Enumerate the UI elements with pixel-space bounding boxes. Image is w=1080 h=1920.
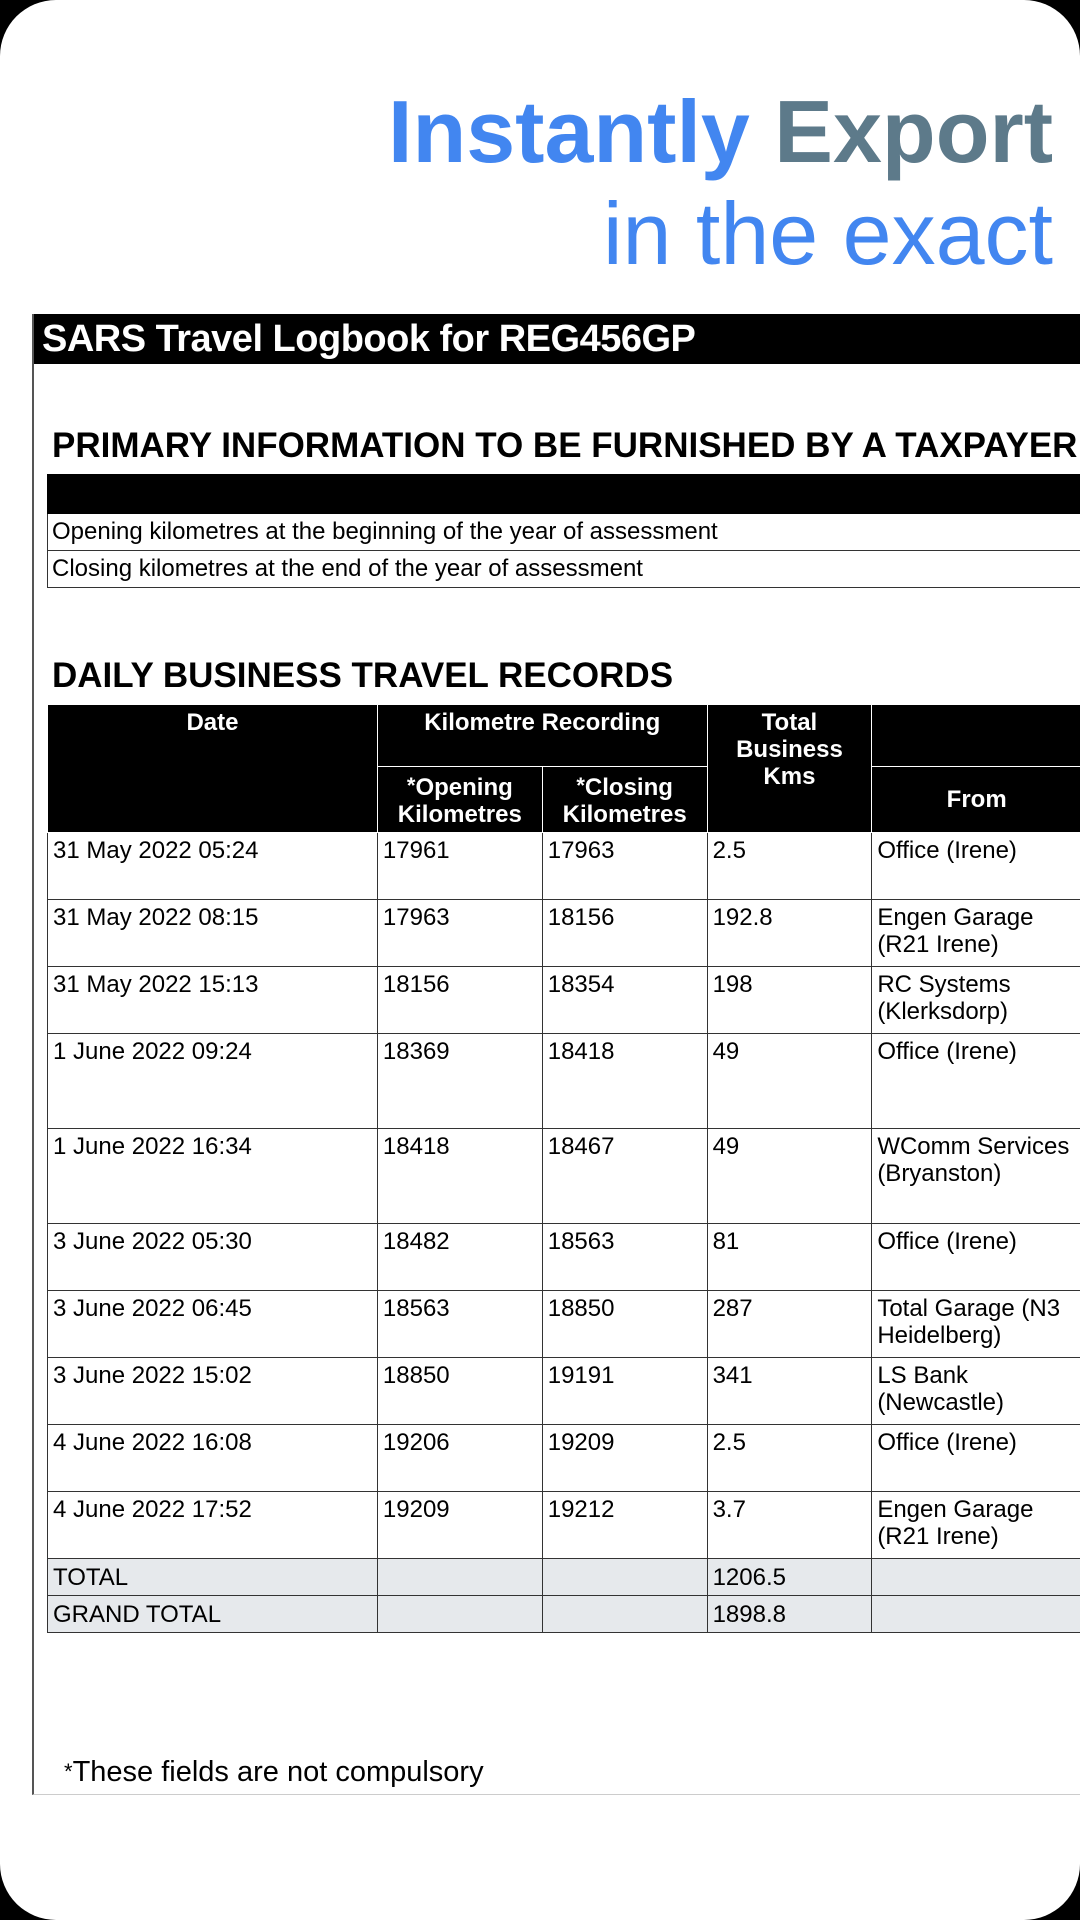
col-header-from: From: [872, 767, 1080, 833]
cell-kms: 3.7: [707, 1492, 872, 1559]
grand-total-label: GRAND TOTAL: [48, 1596, 378, 1633]
primary-row-closing: [48, 551, 1080, 588]
total-empty: [872, 1596, 1080, 1633]
cell-closing: 19191: [542, 1358, 707, 1425]
cell-opening: 18156: [377, 967, 542, 1034]
cell-from: Office (Irene): [872, 1034, 1080, 1129]
headline: [388, 80, 1053, 284]
cell-kms: 2.5: [707, 1425, 872, 1492]
total-empty: [542, 1596, 707, 1633]
total-kms: 1206.5: [707, 1559, 872, 1596]
cell-from: Total Garage (N3 Heidelberg): [872, 1291, 1080, 1358]
cell-date: 3 June 2022 05:30: [48, 1224, 378, 1291]
cell-date: 4 June 2022 17:52: [48, 1492, 378, 1559]
total-empty: [377, 1559, 542, 1596]
primary-header-cell: [48, 475, 1080, 514]
cell-date: 31 May 2022 08:15: [48, 900, 378, 967]
cell-kms: 2.5: [707, 833, 872, 900]
cell-date: 31 May 2022 05:24: [48, 833, 378, 900]
cell-date: 3 June 2022 15:02: [48, 1358, 378, 1425]
table-row: [48, 1034, 1080, 1129]
header-row-1: [48, 705, 1080, 767]
total-label: TOTAL: [48, 1559, 378, 1596]
daily-records-table: [47, 704, 1080, 1633]
daily-records-heading: DAILY BUSINESS TRAVEL RECORDS: [52, 656, 674, 695]
cell-date: 31 May 2022 15:13: [48, 967, 378, 1034]
table-row: [48, 1129, 1080, 1224]
table-row: [48, 1358, 1080, 1425]
cell-date: 4 June 2022 16:08: [48, 1425, 378, 1492]
cell-closing: 19212: [542, 1492, 707, 1559]
cell-opening: 18418: [377, 1129, 542, 1224]
cell-kms: 49: [707, 1034, 872, 1129]
cell-opening: 18482: [377, 1224, 542, 1291]
cell-from: LS Bank (Newcastle): [872, 1358, 1080, 1425]
table-row: [48, 833, 1080, 900]
cell-from: WComm Services (Bryanston): [872, 1129, 1080, 1224]
headline-instantly: Instantly: [388, 82, 750, 181]
table-row: [48, 967, 1080, 1034]
cell-closing: 18850: [542, 1291, 707, 1358]
cell-closing: 18563: [542, 1224, 707, 1291]
cell-opening: 18850: [377, 1358, 542, 1425]
headline-export: Export: [774, 82, 1053, 181]
headline-line-1: [388, 80, 1053, 184]
total-empty: [542, 1559, 707, 1596]
cell-closing: 18354: [542, 967, 707, 1034]
optional-star: *: [576, 772, 585, 798]
cell-opening: 19206: [377, 1425, 542, 1492]
grand-total-row: [48, 1596, 1080, 1633]
cell-from: RC Systems (Klerksdorp): [872, 967, 1080, 1034]
col-header-closing: [542, 767, 707, 833]
cell-date: 3 June 2022 06:45: [48, 1291, 378, 1358]
cell-kms: 49: [707, 1129, 872, 1224]
cell-from: Engen Garage (R21 Irene): [872, 1492, 1080, 1559]
cell-opening: 17961: [377, 833, 542, 900]
cell-closing: 17963: [542, 833, 707, 900]
primary-table-header: [48, 475, 1080, 514]
col-header-blank: [872, 705, 1080, 767]
cell-closing: 18156: [542, 900, 707, 967]
table-row: [48, 1492, 1080, 1559]
cell-from: Office (Irene): [872, 833, 1080, 900]
cell-kms: 192.8: [707, 900, 872, 967]
cell-opening: 18369: [377, 1034, 542, 1129]
cell-date: 1 June 2022 09:24: [48, 1034, 378, 1129]
cell-closing: 18418: [542, 1034, 707, 1129]
document-title: SARS Travel Logbook for REG456GP: [34, 314, 1080, 364]
table-row: [48, 1425, 1080, 1492]
primary-info-heading: PRIMARY INFORMATION TO BE FURNISHED BY A TAXPAYER: [52, 426, 1078, 465]
cell-closing: 19209: [542, 1425, 707, 1492]
col-header-km-recording: Kilometre Recording: [377, 705, 707, 767]
footnote-text: These fields are not compulsory: [72, 1756, 484, 1788]
table-row: [48, 900, 1080, 967]
headline-line-2: in the exact: [602, 184, 1053, 283]
logbook-document: [32, 314, 1080, 1795]
closing-label: Closing Kilometres: [562, 773, 687, 828]
primary-row-label: Closing kilometres at the end of the year of assessment: [48, 551, 1080, 588]
optional-star: *: [406, 772, 416, 798]
col-header-total-kms: Total Business Kms: [707, 705, 872, 833]
grand-total-kms: 1898.8: [707, 1596, 872, 1633]
total-empty: [872, 1559, 1080, 1596]
primary-row-opening: [48, 514, 1080, 551]
cell-kms: 341: [707, 1358, 872, 1425]
cell-kms: 81: [707, 1224, 872, 1291]
cell-closing: 18467: [542, 1129, 707, 1224]
primary-info-table: [47, 474, 1080, 588]
footnote: [64, 1756, 484, 1789]
footnote-star: *: [64, 1759, 73, 1784]
cell-kms: 198: [707, 967, 872, 1034]
cell-from: Office (Irene): [872, 1224, 1080, 1291]
total-empty: [377, 1596, 542, 1633]
cell-opening: 17963: [377, 900, 542, 967]
col-header-opening: [377, 767, 542, 833]
cell-date: 1 June 2022 16:34: [48, 1129, 378, 1224]
cell-from: Office (Irene): [872, 1425, 1080, 1492]
cell-kms: 287: [707, 1291, 872, 1358]
table-row: [48, 1291, 1080, 1358]
cell-opening: 18563: [377, 1291, 542, 1358]
total-row: [48, 1559, 1080, 1596]
table-row: [48, 1224, 1080, 1291]
col-header-date: Date: [48, 705, 378, 833]
cell-opening: 19209: [377, 1492, 542, 1559]
opening-label: Opening Kilometres: [397, 773, 522, 828]
primary-row-label: Opening kilometres at the beginning of the year of assessment: [48, 514, 1080, 551]
cell-from: Engen Garage (R21 Irene): [872, 900, 1080, 967]
